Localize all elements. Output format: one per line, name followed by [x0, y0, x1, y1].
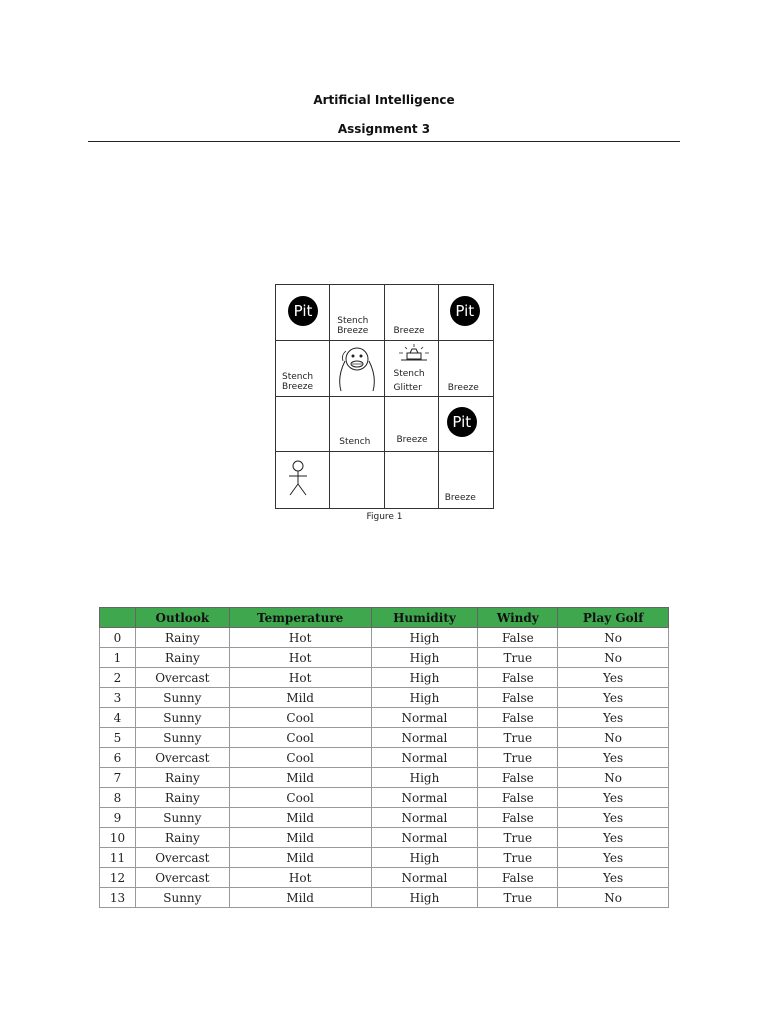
wumpus-world-grid: [275, 284, 494, 509]
cell-humidity: Normal: [371, 808, 478, 828]
percept-label: Stench: [339, 436, 371, 447]
table-row: [100, 828, 669, 848]
grid-cell-r1c0: [276, 341, 330, 397]
cell-index: 8: [100, 788, 136, 808]
play-golf-table: [99, 607, 669, 908]
cell-temperature: Cool: [229, 708, 371, 728]
cell-windy: True: [478, 748, 558, 768]
header-play-golf: Play Golf: [558, 608, 669, 628]
cell-temperature: Mild: [229, 888, 371, 908]
document-title: Artificial Intelligence: [313, 93, 455, 107]
table-row: [100, 688, 669, 708]
grid-cell-r1c2: [385, 341, 439, 397]
cell-temperature: Hot: [229, 648, 371, 668]
cell-index: 5: [100, 728, 136, 748]
cell-humidity: Normal: [371, 868, 478, 888]
cell-humidity: High: [371, 848, 478, 868]
cell-windy: True: [478, 828, 558, 848]
cell-windy: False: [478, 668, 558, 688]
table-row: [100, 888, 669, 908]
cell-temperature: Hot: [229, 668, 371, 688]
grid-cell-r0c3: [439, 285, 493, 341]
cell-temperature: Hot: [229, 868, 371, 888]
table-row: [100, 648, 669, 668]
cell-play-golf: No: [558, 888, 669, 908]
cell-play-golf: No: [558, 728, 669, 748]
cell-outlook: Overcast: [135, 848, 229, 868]
cell-humidity: Normal: [371, 828, 478, 848]
percept-label: Stench: [337, 316, 369, 326]
cell-humidity: High: [371, 628, 478, 648]
cell-outlook: Sunny: [135, 808, 229, 828]
cell-index: 7: [100, 768, 136, 788]
percept-label: Glitter: [393, 382, 422, 393]
cell-outlook: Overcast: [135, 868, 229, 888]
cell-play-golf: Yes: [558, 868, 669, 888]
cell-index: 3: [100, 688, 136, 708]
cell-windy: True: [478, 848, 558, 868]
cell-windy: True: [478, 728, 558, 748]
table-body: [100, 628, 669, 908]
cell-humidity: Normal: [371, 708, 478, 728]
cell-windy: False: [478, 808, 558, 828]
grid-cell-r0c2: [385, 285, 439, 341]
percept-label: Stench: [393, 368, 425, 379]
cell-temperature: Cool: [229, 728, 371, 748]
percept-label: Breeze: [447, 382, 479, 393]
grid-cell-r3c0: [276, 452, 330, 508]
grid-cell-r0c0: [276, 285, 330, 341]
grid-cell-r1c3: [439, 341, 493, 397]
grid-cell-r2c1: [330, 397, 384, 453]
pit-icon: Pit: [450, 296, 480, 326]
percept-label: Breeze: [393, 326, 425, 336]
header-outlook: Outlook: [135, 608, 229, 628]
cell-index: 1: [100, 648, 136, 668]
pit-icon: Pit: [288, 296, 318, 326]
grid-cell-r0c1: [330, 285, 384, 341]
cell-outlook: Rainy: [135, 788, 229, 808]
cell-humidity: High: [371, 768, 478, 788]
grid-cell-r3c3: [439, 452, 493, 508]
document-subtitle: Assignment 3: [337, 122, 431, 136]
cell-play-golf: No: [558, 768, 669, 788]
cell-outlook: Sunny: [135, 708, 229, 728]
cell-play-golf: Yes: [558, 668, 669, 688]
table-row: [100, 748, 669, 768]
table-row: [100, 868, 669, 888]
cell-play-golf: Yes: [558, 688, 669, 708]
table-row: [100, 728, 669, 748]
cell-humidity: Normal: [371, 728, 478, 748]
percept-label: Breeze: [396, 434, 428, 445]
title-rule: [88, 141, 680, 142]
cell-play-golf: Yes: [558, 708, 669, 728]
table-header-row: [100, 608, 669, 628]
cell-temperature: Mild: [229, 768, 371, 788]
gold-icon: [397, 343, 431, 363]
cell-index: 9: [100, 808, 136, 828]
cell-outlook: Sunny: [135, 728, 229, 748]
cell-humidity: Normal: [371, 748, 478, 768]
cell-index: 2: [100, 668, 136, 688]
agent-icon: [286, 460, 310, 498]
cell-outlook: Rainy: [135, 828, 229, 848]
table-row: [100, 708, 669, 728]
grid-cell-r2c2: [385, 397, 439, 453]
cell-index: 13: [100, 888, 136, 908]
cell-windy: False: [478, 868, 558, 888]
table-row: [100, 808, 669, 828]
cell-temperature: Mild: [229, 688, 371, 708]
cell-outlook: Rainy: [135, 648, 229, 668]
cell-humidity: High: [371, 648, 478, 668]
cell-windy: True: [478, 648, 558, 668]
cell-temperature: Mild: [229, 828, 371, 848]
table-row: [100, 628, 669, 648]
table-row: [100, 768, 669, 788]
cell-temperature: Cool: [229, 788, 371, 808]
grid-cell-r3c1: [330, 452, 384, 508]
cell-index: 0: [100, 628, 136, 648]
grid-cell-r3c2: [385, 452, 439, 508]
cell-outlook: Sunny: [135, 688, 229, 708]
header-humidity: Humidity: [371, 608, 478, 628]
cell-humidity: Normal: [371, 788, 478, 808]
cell-windy: False: [478, 788, 558, 808]
cell-windy: True: [478, 888, 558, 908]
cell-windy: False: [478, 768, 558, 788]
grid-cell-r2c3: [439, 397, 493, 453]
cell-play-golf: Yes: [558, 828, 669, 848]
grid-cell-r1c1: [330, 341, 384, 397]
cell-outlook: Sunny: [135, 888, 229, 908]
cell-temperature: Mild: [229, 808, 371, 828]
cell-play-golf: No: [558, 648, 669, 668]
cell-humidity: High: [371, 688, 478, 708]
header-windy: Windy: [478, 608, 558, 628]
table-row: [100, 848, 669, 868]
cell-temperature: Mild: [229, 848, 371, 868]
percept-label: Stench: [282, 371, 314, 382]
cell-play-golf: Yes: [558, 848, 669, 868]
figure-caption: Figure 1: [366, 512, 403, 522]
cell-outlook: Rainy: [135, 768, 229, 788]
cell-play-golf: Yes: [558, 788, 669, 808]
cell-play-golf: Yes: [558, 748, 669, 768]
cell-windy: False: [478, 708, 558, 728]
cell-play-golf: Yes: [558, 808, 669, 828]
percept-label: Breeze: [282, 381, 314, 392]
header-index: [100, 608, 136, 628]
cell-temperature: Hot: [229, 628, 371, 648]
cell-outlook: Rainy: [135, 628, 229, 648]
cell-index: 10: [100, 828, 136, 848]
cell-index: 12: [100, 868, 136, 888]
header-temperature: Temperature: [229, 608, 371, 628]
wumpus-icon: [331, 343, 383, 395]
pit-icon: Pit: [447, 407, 477, 437]
cell-outlook: Overcast: [135, 748, 229, 768]
table-row: [100, 788, 669, 808]
cell-humidity: High: [371, 888, 478, 908]
cell-windy: False: [478, 628, 558, 648]
cell-windy: False: [478, 688, 558, 708]
percept-label: Breeze: [337, 326, 369, 336]
cell-temperature: Cool: [229, 748, 371, 768]
cell-play-golf: No: [558, 628, 669, 648]
cell-index: 4: [100, 708, 136, 728]
percept-label: Breeze: [444, 493, 476, 504]
grid-cell-r2c0: [276, 397, 330, 453]
table-row: [100, 668, 669, 688]
cell-outlook: Overcast: [135, 668, 229, 688]
cell-index: 6: [100, 748, 136, 768]
cell-index: 11: [100, 848, 136, 868]
cell-humidity: High: [371, 668, 478, 688]
